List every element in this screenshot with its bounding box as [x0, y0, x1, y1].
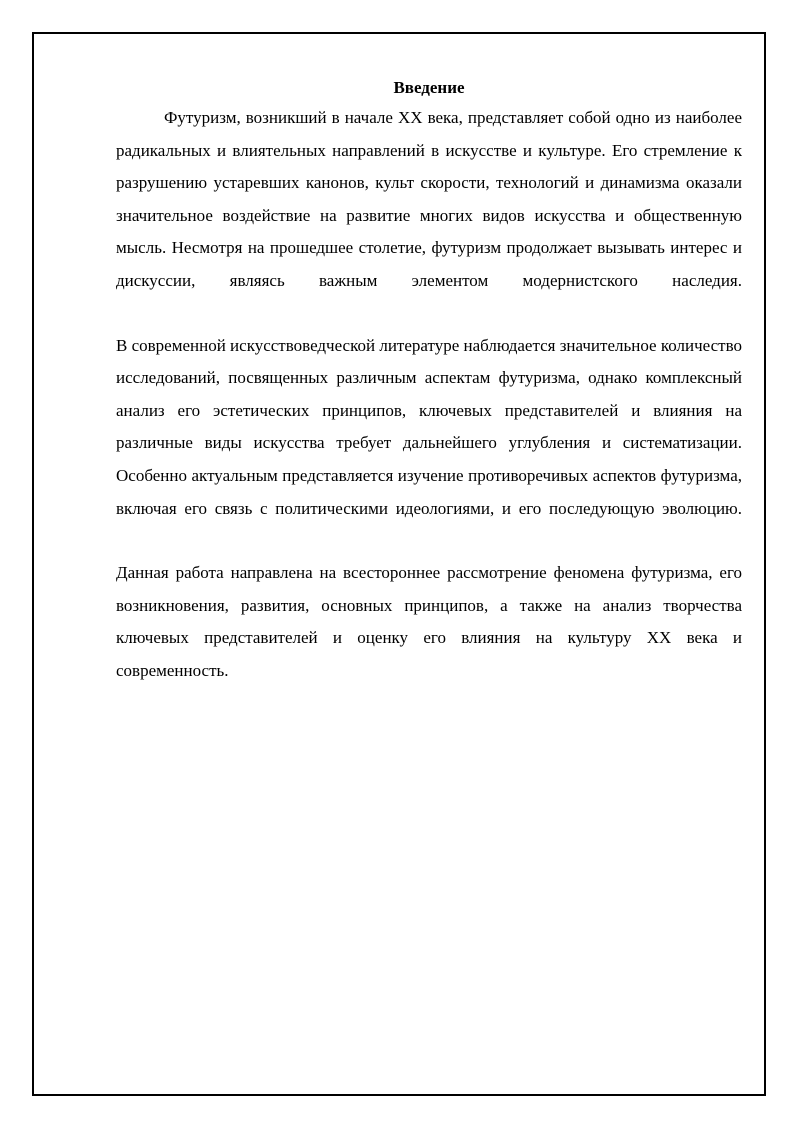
document-title: Введение	[393, 78, 465, 97]
paragraph-3: Данная работа направлена на всестороннее рассмотрение феномена футуризма, его возникновения, развития, основных принципов, а также на анализ творчества ключевых представителей и оценку его влияния на культуру XX века и современность.	[116, 563, 742, 680]
paragraph-spacing	[116, 298, 742, 330]
paragraph-1: Футуризм, возникший в начале XX века, представляет собой одно из наиболее радикальных и влиятельных направлений в искусстве и культуре. Его стремление к разрушению устаревших канонов, культ скорости, технологий и динамизма оказали значительное воздействие на развитие многих видов искусства и общественную мысль. Несмотря на прошедшее столетие, футуризм продолжает вызывать интерес и дискуссии, являясь важным элементом модернистского наследия.	[116, 108, 742, 290]
paragraph-2: В современной искусствоведческой литературе наблюдается значительное количество исследований, посвященных различным аспектам футуризма, однако комплексный анализ его эстетических принципов, ключевых представителей и влияния на различные виды искусства требует дальнейшего углубления и систематизации. Особенно актуальным представляется изучение противоречивых аспектов футуризма, включая его связь с политическими идеологиями, и его последующую эволюцию.	[116, 335, 742, 518]
document-body	[116, 74, 742, 688]
paragraph-spacing	[116, 525, 742, 557]
